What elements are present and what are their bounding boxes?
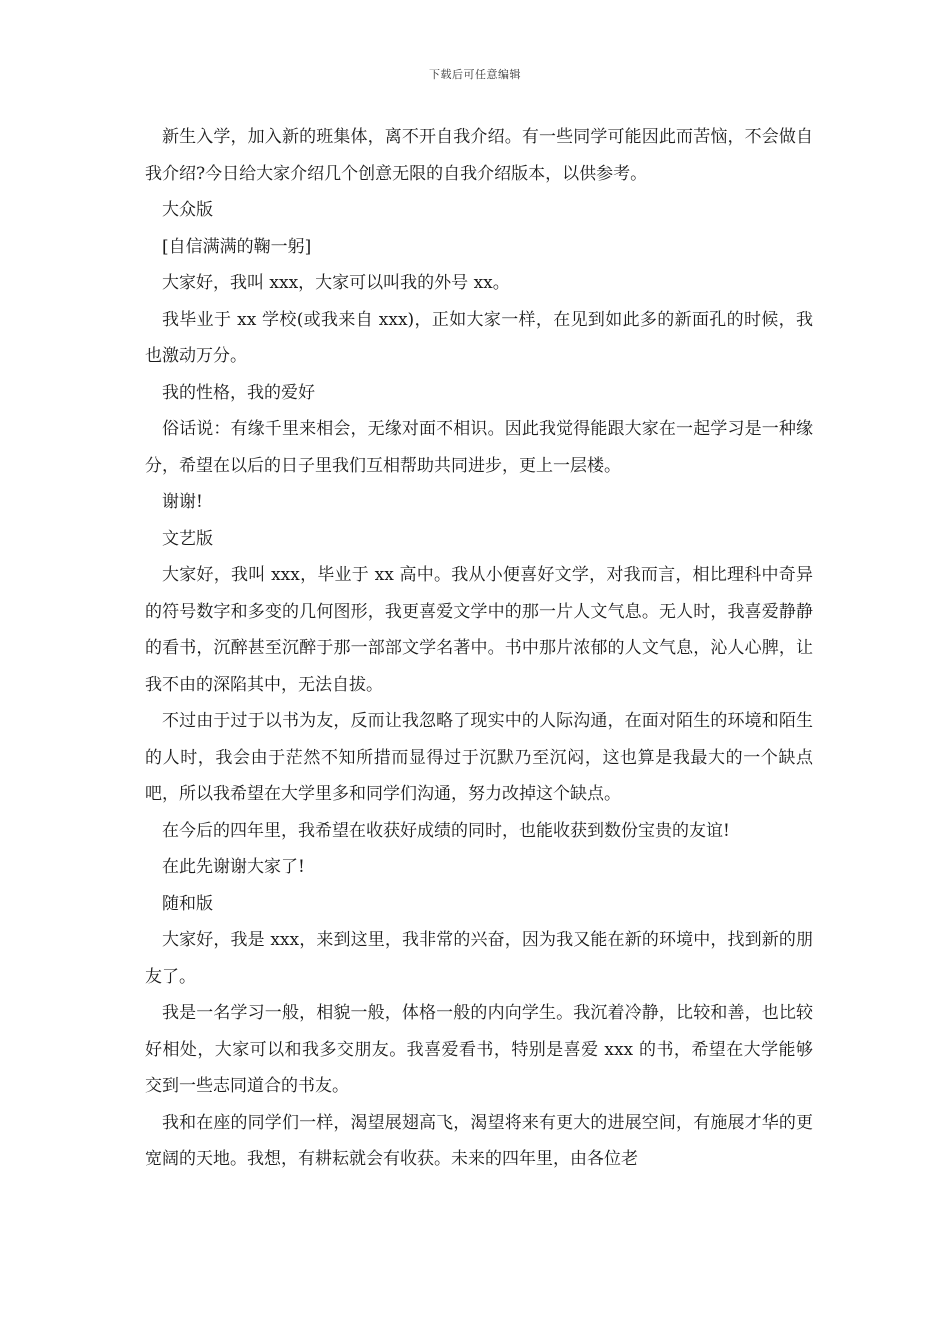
paragraph: 我是一名学习一般，相貌一般，体格一般的内向学生。我沉着冷静，比较和善，也比较好相处，大家可以和我多交朋友。我喜爱看书，特别是喜爱 xxx 的书，希望在大学能够交到一些志同道合的书友。 [145, 1003, 813, 1096]
paragraph: 在此先谢谢大家了! [162, 857, 305, 877]
paragraph: 我和在座的同学们一样，渴望展翅高飞，渴望将来有更大的进展空间，有施展才华的更宽阔的天地。我想，有耕耘就会有收获。未来的四年里，由各位老 [145, 1112, 813, 1169]
paragraph: 在今后的四年里，我希望在收获好成绩的同时，也能收获到数份宝贵的友谊! [162, 820, 730, 841]
document-body [145, 119, 813, 1178]
page-header-note: 下载后可任意编辑 [429, 68, 521, 81]
paragraph: 大家好，我是 xxx，来到这里，我非常的兴奋，因为我又能在新的环境中，找到新的朋友了。 [145, 930, 813, 987]
section-heading-literary: 文艺版 [162, 528, 213, 549]
paragraph: 谢谢! [162, 492, 203, 512]
paragraph: 大家好，我叫 xxx，大家可以叫我的外号 xx。 [162, 273, 510, 293]
section-heading-popular: 大众版 [162, 200, 213, 220]
paragraph: 俗话说：有缘千里来相会，无缘对面不相识。因此我觉得能跟大家在一起学习是一种缘分，希望在以后的日子里我们互相帮助共同进步，更上一层楼。 [145, 419, 813, 476]
stage-direction: [自信满满的鞠一躬] [162, 236, 312, 257]
section-heading-casual: 随和版 [162, 893, 213, 914]
paragraph: 我毕业于 xx 学校(或我来自 xxx)，正如大家一样，在见到如此多的新面孔的时候，我也激动万分。 [145, 309, 813, 366]
paragraph: 我的性格，我的爱好 [162, 382, 315, 403]
paragraph: 大家好，我叫 xxx，毕业于 xx 高中。我从小便喜好文学，对我而言，相比理科中奇异的符号数字和多变的几何图形，我更喜爱文学中的那一片人文气息。无人时，我喜爱静静的看书，沉醉甚至沉醉于那一部部文学名著中。书中那片浓郁的人文气息，沁人心脾，让我不由的深陷其中，无法自拔。 [145, 565, 813, 695]
paragraph: 不过由于过于以书为友，反而让我忽略了现实中的人际沟通，在面对陌生的环境和陌生的人时，我会由于茫然不知所措而显得过于沉默乃至沉闷，这也算是我最大的一个缺点吧，所以我希望在大学里多和同学们沟通，努力改掉这个缺点。 [145, 711, 813, 804]
intro-paragraph: 新生入学，加入新的班集体，离不开自我介绍。有一些同学可能因此而苦恼，不会做自我介绍?今日给大家介绍几个创意无限的自我介绍版本，以供参考。 [145, 127, 813, 184]
